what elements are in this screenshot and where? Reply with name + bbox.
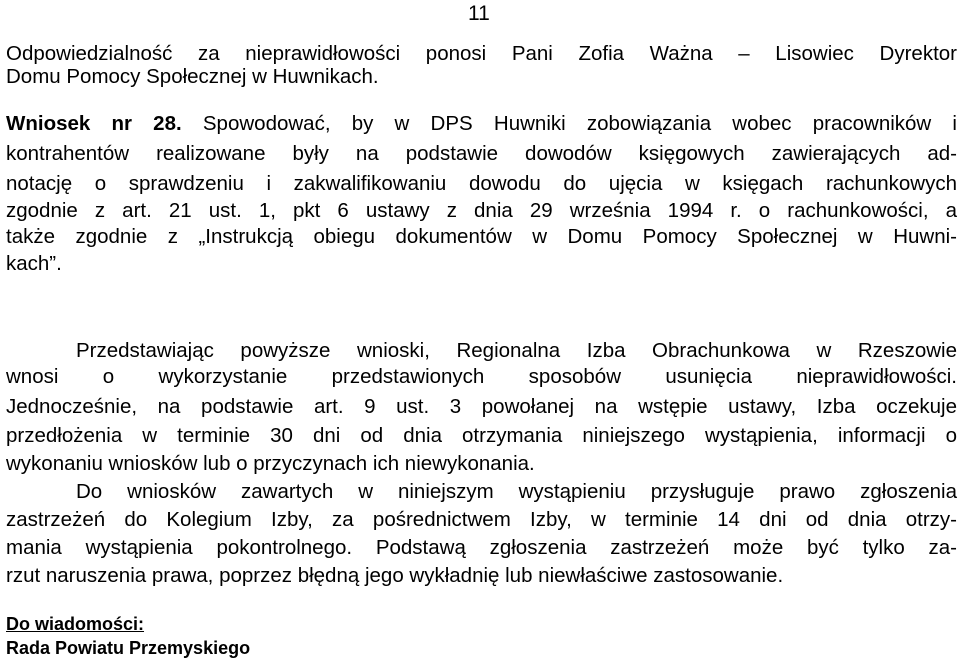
text-line: kontrahentów realizowane były na podstawie dowodów księgowych zawierających ad- bbox=[6, 142, 957, 165]
text-line: kach”. bbox=[6, 252, 62, 275]
text-line: Do wniosków zawartych w niniejszym wystąpieniu przysługuje prawo zgłoszenia bbox=[76, 480, 957, 503]
text-line: Odpowiedzialność za nieprawidłowości ponosi Pani Zofia Ważna – Lisowiec Dyrektor bbox=[6, 42, 957, 65]
text-line: mania wystąpienia pokontrolnego. Podstawą zgłoszenia zastrzeżeń może być tylko za- bbox=[6, 536, 957, 559]
text-line: Domu Pomocy Społecznej w Huwnikach. bbox=[6, 65, 379, 88]
text-line: także zgodnie z „Instrukcją obiegu dokumentów w Domu Pomocy Społecznej w Huwni- bbox=[6, 225, 957, 248]
text-line: zgodnie z art. 21 ust. 1, pkt 6 ustawy z dnia 29 września 1994 r. o rachunkowości, a bbox=[6, 199, 957, 222]
text-line: notację o sprawdzeniu i zakwalifikowaniu dowodu do ujęcia w księgach rachunkowych bbox=[6, 172, 957, 195]
page-number: 11 bbox=[468, 2, 490, 25]
recipients-heading: Do wiadomości: bbox=[6, 614, 145, 634]
text-line: rzut naruszenia prawa, poprzez błędną jego wykładnię lub niewłaściwe zastosowanie. bbox=[6, 564, 784, 587]
recommendation-text: Spowodować, by w DPS Huwniki zobowiązania wobec pracowników i bbox=[181, 112, 957, 135]
recommendation-label: Wniosek nr 28. bbox=[6, 112, 182, 135]
text-line: Jednocześnie, na podstawie art. 9 ust. 3 powołanej na wstępie ustawy, Izba oczekuje bbox=[6, 395, 957, 418]
text-line: Przedstawiając powyższe wnioski, Regionalna Izba Obrachunkowa w Rzeszowie bbox=[76, 339, 957, 362]
text-line: wykonaniu wniosków lub o przyczynach ich niewykonania. bbox=[6, 452, 535, 475]
text-line: wnosi o wykorzystanie przedstawionych sposobów usunięcia nieprawidłowości. bbox=[6, 365, 957, 388]
text-line: przedłożenia w terminie 30 dni od dnia otrzymania niniejszego wystąpienia, informacji o bbox=[6, 424, 957, 447]
text-line bbox=[6, 112, 957, 136]
recipient-item: Rada Powiatu Przemyskiego bbox=[6, 638, 251, 658]
text-line: zastrzeżeń do Kolegium Izby, za pośrednictwem Izby, w terminie 14 dni od dnia otrzy- bbox=[6, 508, 957, 531]
